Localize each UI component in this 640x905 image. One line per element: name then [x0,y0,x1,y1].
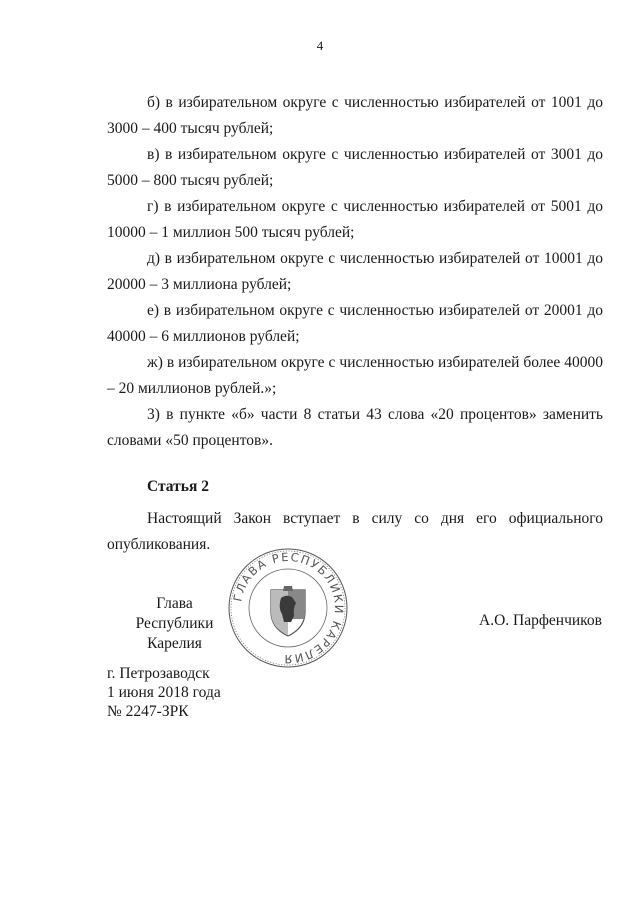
signer-name: А.О. Парфенчиков [479,612,602,629]
coat-of-arms-icon [271,586,305,636]
paragraph-zh: ж) в избирательном округе с численностью избирателей более 40000 – 20 миллионов рублей.»; [107,354,603,397]
paragraph-3: 3) в пункте «б» части 8 статьи 43 слова «20 процентов» заменить словами «50 процентов». [107,406,603,449]
footer-block [107,664,221,721]
article-text: Настоящий Закон вступает в силу со дня его официального опубликования. [107,510,603,553]
official-seal [226,546,350,670]
footer-date: 1 июня 2018 года [107,684,221,701]
footer-city: г. Петрозаводск [107,665,210,682]
paragraph-e: е) в избирательном округе с численностью избирателей от 20001 до 40000 – 6 миллионов рублей; [107,302,603,345]
footer-number: № 2247-ЗРК [107,703,189,720]
seal-text: ГЛАВА РЕСПУБЛИКИ КАРЕЛИЯ [230,549,347,667]
paragraph-b: б) в избирательном округе с численностью избирателей от 1001 до 3000 – 400 тысяч рублей; [107,94,603,137]
paragraph-g: г) в избирательном округе с численностью избирателей от 5001 до 10000 – 1 миллион 500 тысяч рублей; [107,198,603,241]
article-heading: Статья 2 [147,478,209,495]
paragraph-v: в) в избирательном округе с численностью избирателей от 3001 до 5000 – 800 тысяч рублей; [107,146,603,189]
signer-title [107,594,242,654]
page-number: 4 [316,38,324,53]
seal-graphic [226,546,350,670]
signer-title-line1: Глава [156,595,193,612]
paragraph-d: д) в избирательном округе с численностью избирателей от 10001 до 20000 – 3 миллиона рублей; [107,250,603,293]
amendment-list [107,90,603,454]
signer-title-line2: Республики Карелия [135,615,214,652]
